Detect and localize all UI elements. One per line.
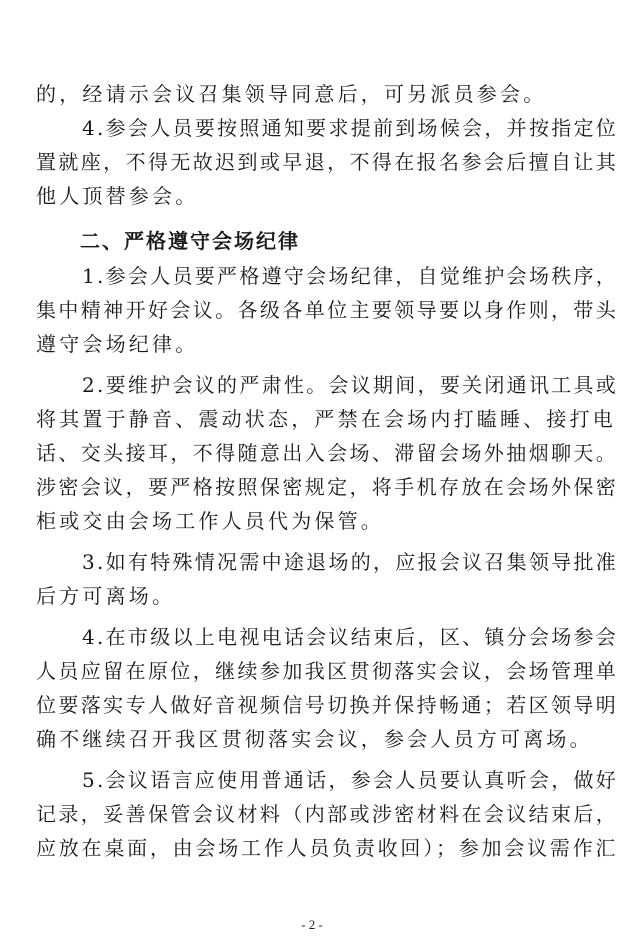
text-line: 4.参会人员要按照通知要求提前到场候会，并按指定位 [82,116,619,140]
section-heading: 二、严格遵守会场纪律 [80,229,300,253]
page-number: - 2 - [301,917,323,932]
text-line: 集中精神开好会议。各级各单位主要领导要以身作则，带头 [36,298,619,322]
text-line: 记录，妥善保管会议材料（内部或涉密材料在会议结束后， [36,802,619,826]
text-line: 3.如有特殊情况需中途退场的，应报会议召集领导批准 [82,550,619,574]
text-line: 1.参会人员要严格遵守会场纪律，自觉维护会场秩序， [82,264,619,288]
text-line: 他人顶替参会。 [36,184,199,208]
text-line: 应放在桌面，由会场工作人员负责收回）；参加会议需作汇 [36,836,619,860]
text-line: 人员应留在原位，继续参加我区贯彻落实会议，会场管理单 [36,659,619,683]
text-line: 的，经请示会议召集领导同意后，可另派员参会。 [36,82,547,106]
text-line: 话、交头接耳，不得随意出入会场、滞留会场外抽烟聊天。 [36,441,619,465]
text-line: 确不继续召开我区贯彻落实会议，参会人员方可离场。 [36,727,593,751]
text-line: 涉密会议，要严格按照保密规定，将手机存放在会场外保密 [36,475,619,499]
text-line: 将其置于静音、震动状态，严禁在会场内打瞌睡、接打电 [36,407,616,431]
text-line: 后方可离场。 [36,584,176,608]
text-line: 5.会议语言应使用普通话，参会人员要认真听会，做好 [82,768,619,792]
text-line: 位要落实专人做好音视频信号切换并保持畅通；若区领导明 [36,693,619,717]
text-line: 2.要维护会议的严肃性。会议期间，要关闭通讯工具或 [82,373,619,397]
text-line: 置就座，不得无故迟到或早退，不得在报名参会后擅自让其 [36,150,619,174]
text-line: 4.在市级以上电视电话会议结束后，区、镇分会场参会 [82,625,619,649]
text-line: 柜或交由会场工作人员代为保管。 [36,509,384,533]
text-line: 遵守会场纪律。 [36,332,199,356]
